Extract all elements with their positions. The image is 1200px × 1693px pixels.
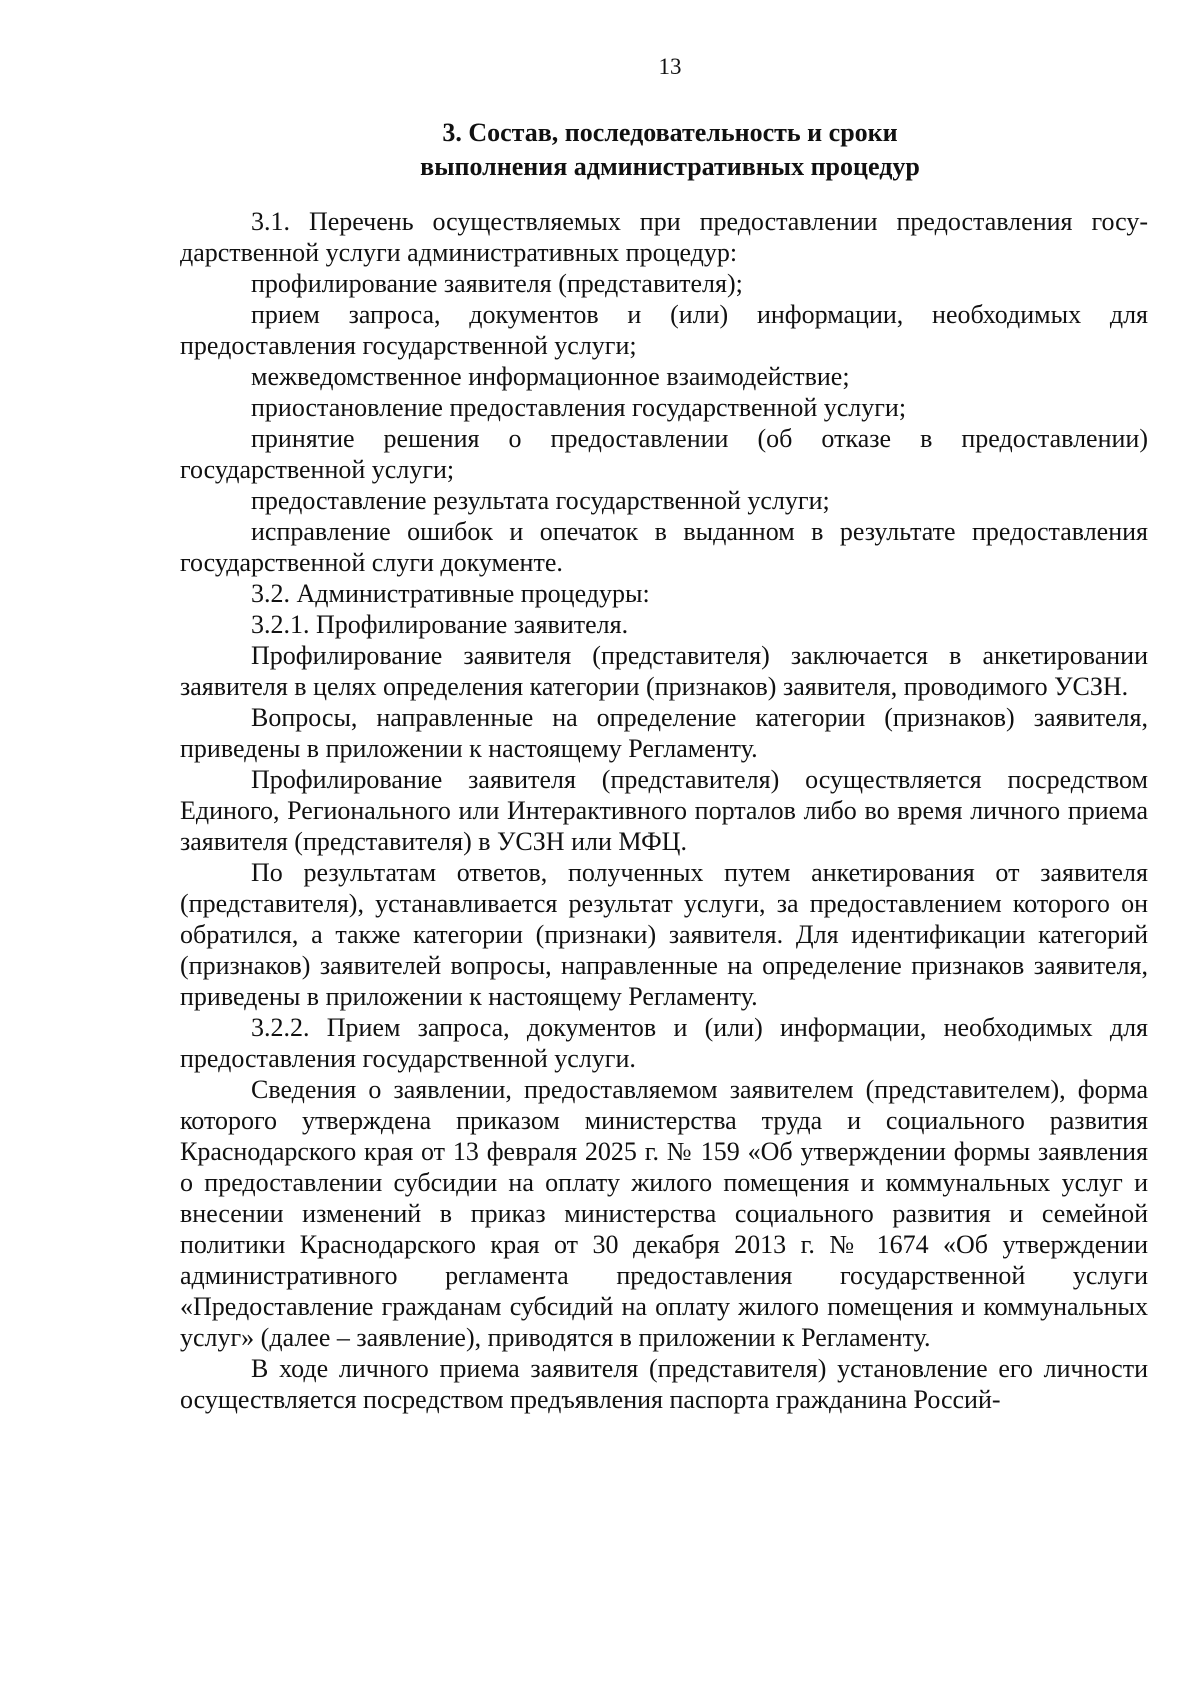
paragraph-profiling-channels: Профилирование заявителя (представителя) осуществляется посредством Единого, Регионального или Интерактивного порталов либо во время личного приема заявителя (представителя) в УСЗН или МФЦ. — [180, 765, 1148, 856]
list-item-decision: принятие решения о предоставлении (об отказе в предоставлении) государственной услуги; — [180, 424, 1148, 484]
section-heading-line-2: выполнения административных процедур — [420, 152, 920, 181]
section-heading — [0, 116, 1200, 184]
paragraph-profiling-description: Профилирование заявителя (представителя) заключается в анкетировании заявителя в целях определения категории (признаков) заявителя, проводимого УСЗН. — [180, 641, 1148, 701]
section-heading-line-1: 3. Состав, последовательность и сроки — [442, 118, 898, 147]
paragraph-3-2: 3.2. Административные процедуры: — [251, 579, 650, 608]
paragraph-3-2-1: 3.2.1. Профилирование заявителя. — [251, 610, 629, 639]
list-item-suspension: приостановление предоставления государственной услуги; — [251, 393, 907, 422]
list-item-interagency: межведомственное информационное взаимодействие; — [251, 362, 850, 391]
list-item-request-intake: прием запроса, документов и (или) информации, необходимых для предоставления государственной услуги; — [180, 300, 1148, 360]
list-item-result: предоставление результата государственной услуги; — [251, 486, 830, 515]
paragraph-application-form: Сведения о заявлении, предоставляемом заявителем (представителем), форма которого утверждена приказом министерства труда и социального развития Краснодарского края от 13 февраля 2025 г. № 159 «Об утверждении формы заявления о предоставлении субсидии на оплату жилого помещения и коммунальных услуг и внесении изменений в приказ министерства социального развития и семейной политики Краснодарского края от 30 декабря 2013 г. № 1674 «Об утверждении административного регламента предоставления государственной услуги «Предоставление гражданам субсидий на оплату жилого помещения и коммунальных услуг» (далее – заявление), приводятся в приложении к Регламенту. — [180, 1075, 1148, 1352]
paragraph-profiling-results: По результатам ответов, полученных путем анкетирования от заявителя (представителя), устанавливается результат услуги, за предоставлением которого он обратился, а также категории (признаки) заявителя. Для идентификации категорий (признаков) заявителей вопросы, направленные на определение признаков заявителя, приведены в приложении к настоящему Регламенту. — [180, 858, 1148, 1011]
list-item-error-correction: исправление ошибок и опечаток в выданном в результате предоставления государственной слуги документе. — [180, 517, 1148, 577]
document-body — [180, 206, 1148, 1415]
paragraph-identity-check: В ходе личного приема заявителя (представителя) установление его личности осуществляется посредством предъявления паспорта гражданина Россий- — [180, 1354, 1148, 1414]
list-item-profiling: профилирование заявителя (представителя); — [251, 269, 743, 298]
paragraph-3-2-2: 3.2.2. Прием запроса, документов и (или) информации, необходимых для предоставления государственной услуги. — [180, 1013, 1148, 1073]
paragraph-profiling-questions: Вопросы, направленные на определение категории (признаков) заявителя, приведены в приложении к настоящему Регламенту. — [180, 703, 1148, 763]
paragraph-3-1: 3.1. Перечень осуществляемых при предоставлении предоставления государственной услуги административных процедур: — [180, 207, 1148, 267]
page-number: 13 — [658, 54, 682, 79]
